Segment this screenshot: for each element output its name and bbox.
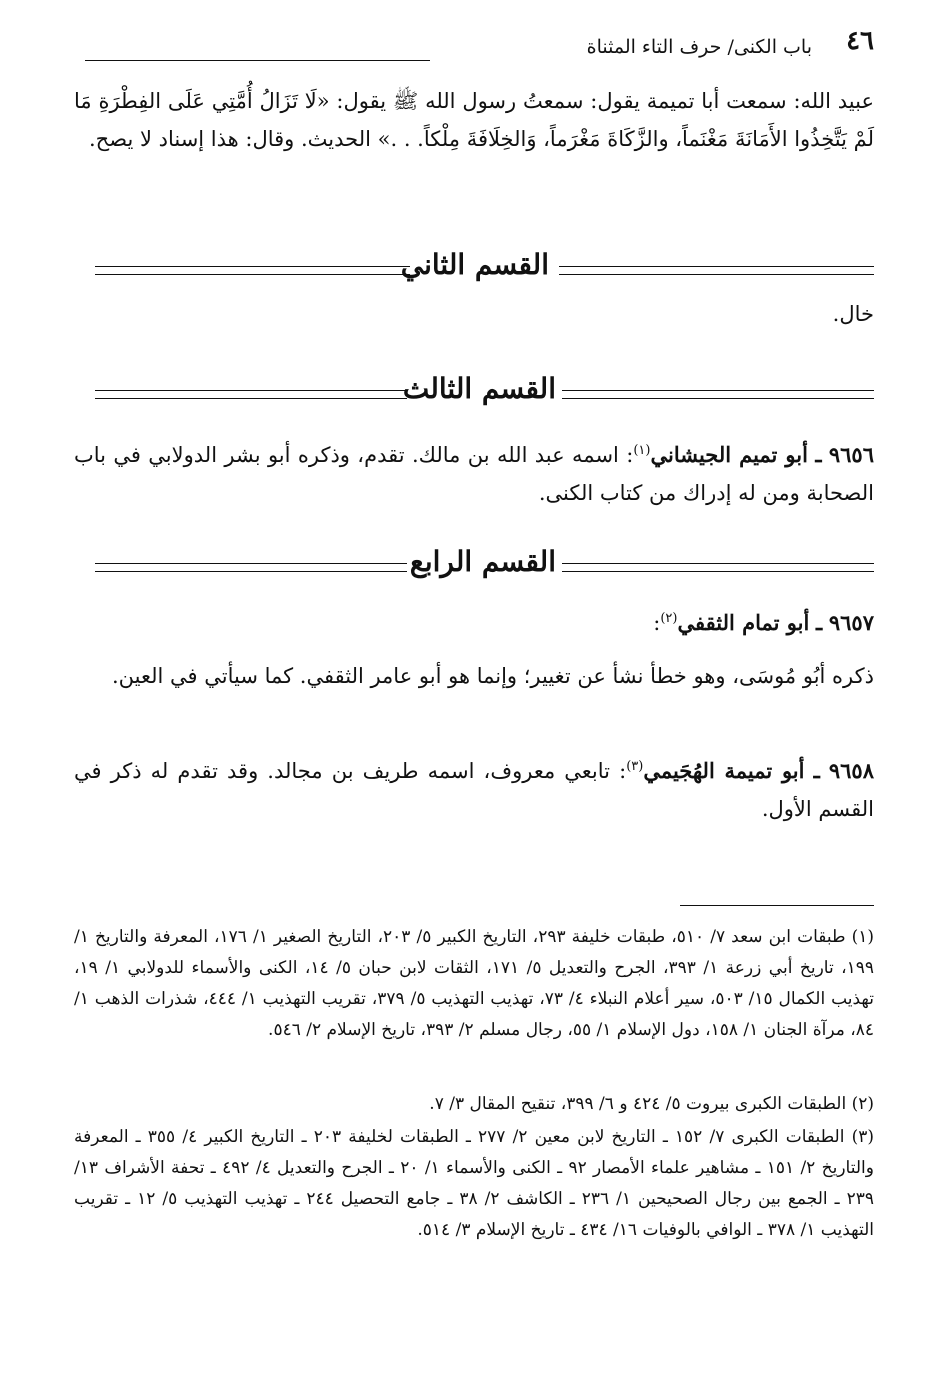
entry-number: ٩٦٥٨ — [828, 758, 874, 783]
section-heading-fourth — [95, 545, 874, 589]
section-second-text: خال. — [832, 302, 874, 326]
entry-dash: ـ — [813, 758, 820, 783]
section-title: القسم الرابع — [409, 545, 556, 578]
entry-text: : — [653, 611, 661, 635]
page-number: ٤٦ — [846, 26, 874, 56]
entry-name: أبو تميمة الهُجَيمي — [643, 758, 805, 783]
heading-rule-right — [559, 266, 874, 275]
entry-dash: ـ — [816, 610, 823, 635]
heading-rule-right — [562, 390, 874, 399]
running-title: باب الكنى/ حرف التاء المثناة — [586, 36, 812, 58]
entry-text: : اسمه عبد الله بن مالك. تقدم، وذكره أبو بشر الدولابي في باب الصحابة ومن له إدراك من كتاب الكنى. — [74, 443, 874, 505]
section-heading-second — [95, 248, 874, 292]
page-header — [85, 26, 874, 66]
entry-number: ٩٦٥٧ — [828, 610, 874, 635]
footnote-ref[interactable]: (٢) — [660, 611, 678, 626]
entry-9656 — [74, 436, 874, 512]
entry-name: أبو تميم الجيشاني — [650, 442, 808, 467]
entry-dash: ـ — [815, 442, 822, 467]
intro-paragraph: عبيد الله: سمعت أبا تميمة يقول: سمعتُ رسول الله ﷺ يقول: «لَا تَزَالُ أُمَّتِي عَلَى الفِطْرَةِ مَا لَمْ يَتَّخِذُوا الأَمَانَةَ مَغْنَماً، والزَّكَاةَ مَغْرَماً، وَالخِلَافَةَ مِلْكاً. . .» الحديث. وقال: هذا إسناد لا يصح. — [74, 89, 874, 151]
entry-name: أبو تمام الثقفي — [677, 610, 810, 635]
footnote-ref[interactable]: (١) — [633, 443, 651, 458]
footnote-1: (١) طبقات ابن سعد ٧/ ٥١٠، طبقات خليفة ٢٩٣، التاريخ الكبير ٥/ ٢٠٣، التاريخ الصغير ١/ ١٧٦، المعرفة والتاريخ ١/ ١٩٩، تاريخ أبي زرعة ١/ ٣٩٣، الجرح والتعديل ٥/ ١٧١، الثقات لابن حبان ٥/ ١٤، الكنى والأسماء للدولابي ١/ ١٩، تهذيب الكمال ١٥/ ٥٠٣، سير أعلام النبلاء ٤/ ٧٣، تهذيب التهذيب ٥/ ٣٧٩، تقريب التهذيب ١/ ٤٤٤، شذرات الذهب ١/ ٨٤، مرآة الجنان ١/ ١٥٨، دول الإسلام ١/ ٥٥، رجال مسلم ٢/ ٣٩٣، تاريخ الإسلام ٢/ ٥٤٦. — [74, 927, 875, 1040]
section-title: القسم الثالث — [402, 372, 556, 405]
section-heading-third — [95, 372, 874, 416]
footnote-ref[interactable]: (٣) — [626, 759, 644, 774]
entry-number: ٩٦٥٦ — [828, 442, 874, 467]
entry-text: : تابعي معروف، اسمه طريف بن مجالد. وقد تقدم له ذكر في القسم الأول. — [74, 759, 874, 821]
heading-rule-left — [95, 563, 407, 572]
header-rule — [85, 60, 430, 61]
entry-9658 — [74, 752, 874, 828]
heading-rule-right — [562, 563, 874, 572]
entry-9657 — [74, 604, 874, 642]
entry-9657-body: ذكره أبُو مُوسَى، وهو خطأ نشأ عن تغيير؛ وإنما هو أبو عامر الثقفي. كما سيأتي في العين. — [111, 664, 874, 688]
section-title: القسم الثاني — [400, 248, 549, 281]
footnote-separator — [680, 905, 874, 906]
heading-rule-left — [95, 266, 410, 275]
footnote-2: (٢) الطبقات الكبرى بيروت ٥/ ٤٢٤ و ٦/ ٣٩٩، تنقيح المقال ٣/ ٧. — [429, 1094, 874, 1114]
footnote-3: (٣) الطبقات الكبرى ٧/ ١٥٢ ـ التاريخ لابن معين ٢/ ٢٧٧ ـ الطبقات لخليفة ٢٠٣ ـ التاريخ الكبير ٤/ ٣٥٥ ـ المعرفة والتاريخ ٢/ ١٥١ ـ مشاهير علماء الأمصار ٩٢ ـ الكنى والأسماء ١/ ٢٠ ـ الجرح والتعديل ٤/ ٤٩٢ ـ تحفة الأشراف ١٣/ ٢٣٩ ـ الجمع بين رجال الصحيحين ١/ ٢٣٦ ـ الكاشف ٢/ ٣٨ ـ جامع التحصيل ٢٤٤ ـ تهذيب التهذيب ٥/ ١٢ ـ تقريب التهذيب ١/ ٣٧٨ ـ الوافي بالوفيات ١٦/ ٤٣٤ ـ تاريخ الإسلام ٣/ ٥١٤. — [74, 1127, 874, 1240]
heading-rule-left — [95, 390, 407, 399]
